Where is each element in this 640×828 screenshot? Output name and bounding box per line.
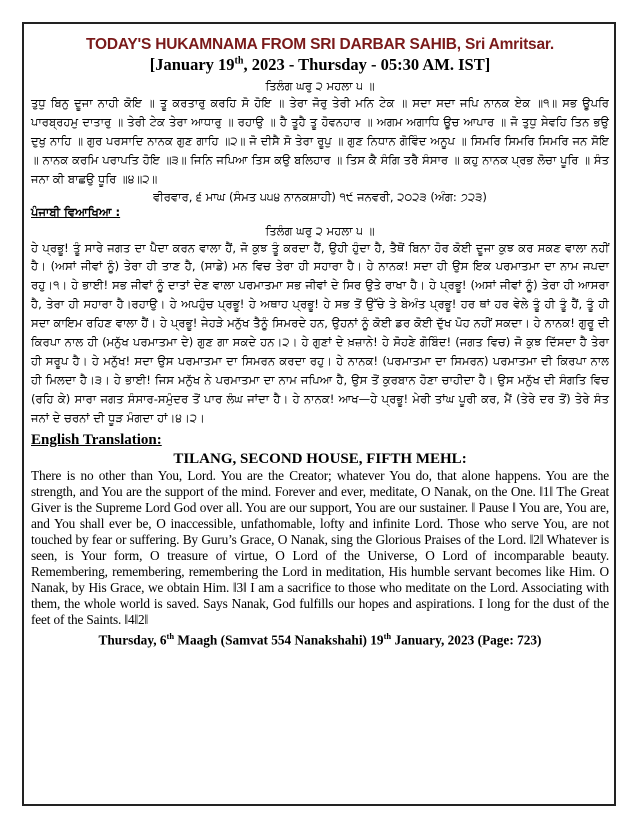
gurbani-text: ਤੁਧੁ ਬਿਨੁ ਦੂਜਾ ਨਾਹੀ ਕੋਇ ॥ ਤੂ ਕਰਤਾਰੁ ਕਰਹਿ ਸੋ ਹੋਇ ॥ ਤੇਰਾ ਜੋਰੁ ਤੇਰੀ ਮਨਿ ਟੇਕ ॥ ਸਦਾ ਸਦਾ ਜਪਿ ਨਾਨਕ ਏਕ ॥੧॥ ਸਭ ਊਪਰਿ ਪਾਰਬ੍ਰਹਮੁ ਦਾਤਾਰੁ ॥ ਤੇਰੀ ਟੇਕ ਤੇਰਾ ਆਧਾਰੁ ॥ ਰਹਾਉ ॥ ਹੈ ਤੂਹੈ ਤੂ ਹੋਵਨਹਾਰ ॥ ਅਗਮ ਅਗਾਧਿ ਊਚ ਆਪਾਰ ॥ ਜੋ ਤੁਧੁ ਸੇਵਹਿ ਤਿਨ ਭਉ ਦੁਖੁ ਨਾਹਿ ॥ ਗੁਰ ਪਰਸਾਦਿ ਨਾਨਕ ਗੁਣ ਗਾਹਿ ॥੨॥ ਜੋ ਦੀਸੈ ਸੋ ਤੇਰਾ ਰੂਪੁ ॥ ਗੁਣ ਨਿਧਾਨ ਗੋਵਿੰਦ ਅਨੂਪ ॥ ਸਿਮਰਿ ਸਿਮਰਿ ਸਿਮਰਿ ਜਨ ਸੋਇ ॥ ਨਾਨਕ ਕਰਮਿ ਪਰਾਪਤਿ ਹੋਇ ॥੩॥ ਜਿਨਿ ਜਪਿਆ ਤਿਸ ਕਉ ਬਲਿਹਾਰ ॥ ਤਿਸ ਕੈ ਸੰਗਿ ਤਰੈ ਸੰਸਾਰ ॥ ਕਹੁ ਨਾਨਕ ਪ੍ਰਭ ਲੋਚਾ ਪੂਰਿ ॥ ਸੰਤ ਜਨਾ ਕੀ ਬਾਛਉ ਧੂਰਿ ॥੪॥੨॥ [31,96,609,186]
gurbani-heading: ਤਿਲੰਗ ਘਰੁ ੨ ਮਹਲਾ ੫ ॥ [265,79,375,93]
punjabi-heading: ਤਿਲੰਗ ਘਰੁ ੨ ਮਹਲਾ ੫ ॥ [265,223,375,238]
date-subtitle [31,55,609,75]
footer-sup2: th [383,630,392,641]
punjabi-text: ਹੇ ਪ੍ਰਭੂ! ਤੂੰ ਸਾਰੇ ਜਗਤ ਦਾ ਪੈਦਾ ਕਰਨ ਵਾਲਾ ਹੈਂ, ਜੋ ਕੁਝ ਤੂੰ ਕਰਦਾ ਹੈਂ, ਉਹੀ ਹੁੰਦਾ ਹੈ, ਤੈਥੋਂ ਬਿਨਾ ਹੋਰ ਕੋਈ ਦੂਜਾ ਕੁਝ ਕਰ ਸਕਣ ਵਾਲਾ ਨਹੀਂ ਹੈ। (ਅਸਾਂ ਜੀਵਾਂ ਨੂੰ) ਤੇਰਾ ਹੀ ਤਾਣ ਹੈ, (ਸਾਡੇ) ਮਨ ਵਿਚ ਤੇਰਾ ਹੀ ਸਹਾਰਾ ਹੈ। ਹੇ ਨਾਨਕ! ਸਦਾ ਹੀ ਉਸ ਇਕ ਪਰਮਾਤਮਾ ਦਾ ਨਾਮ ਜਪਦਾ ਰਹੁ।੧। ਹੇ ਭਾਈ! ਸਭ ਜੀਵਾਂ ਨੂੰ ਦਾਤਾਂ ਦੇਣ ਵਾਲਾ ਪਰਮਾਤਮਾ ਸਭ ਜੀਵਾਂ ਦੇ ਸਿਰ ਉਤੇ ਰਾਖਾ ਹੈ। ਹੇ ਪ੍ਰਭੂ! (ਅਸਾਂ ਜੀਵਾਂ ਨੂੰ) ਤੇਰਾ ਹੀ ਆਸਰਾ ਹੈ, ਤੇਰਾ ਹੀ ਸਹਾਰਾ ਹੈ।ਰਹਾਉ। ਹੇ ਅਪਹੁੰਚ ਪ੍ਰਭੂ! ਹੇ ਅਥਾਹ ਪ੍ਰਭੂ! ਹੇ ਸਭ ਤੋਂ ਉੱਚੇ ਤੇ ਬੇਅੰਤ ਪ੍ਰਭੂ! ਹਰ ਥਾਂ ਹਰ ਵੇਲੇ ਤੂੰ ਹੀ ਤੂੰ ਹੈਂ, ਤੂੰ ਹੀ ਸਦਾ ਕਾਇਮ ਰਹਿਣ ਵਾਲਾ ਹੈਂ। ਹੇ ਪ੍ਰਭੂ! ਜੇਹੜੇ ਮਨੁੱਖ ਤੈਨੂੰ ਸਿਮਰਦੇ ਹਨ, ਉਹਨਾਂ ਨੂੰ ਕੋਈ ਡਰ ਕੋਈ ਦੁੱਖ ਪੋਹ ਨਹੀਂ ਸਕਦਾ। ਹੇ ਨਾਨਕ! ਗੁਰੂ ਦੀ ਕਿਰਪਾ ਨਾਲ ਹੀ (ਮਨੁੱਖ ਪਰਮਾਤਮਾ ਦੇ) ਗੁਣ ਗਾ ਸਕਦੇ ਹਨ।੨। ਹੇ ਗੁਣਾਂ ਦੇ ਖ਼ਜ਼ਾਨੇ! ਹੇ ਸੋਹਣੇ ਗੋਬਿੰਦ! (ਜਗਤ ਵਿਚ) ਜੋ ਕੁਝ ਦਿੱਸਦਾ ਹੈ ਤੇਰਾ ਹੀ ਸਰੂਪ ਹੈ। ਹੇ ਮਨੁੱਖ! ਸਦਾ ਉਸ ਪਰਮਾਤਮਾ ਦਾ ਸਿਮਰਨ ਕਰਦਾ ਰਹੁ। ਹੇ ਨਾਨਕ! (ਪਰਮਾਤਮਾ ਦਾ ਸਿਮਰਨ) ਪਰਮਾਤਮਾ ਦੀ ਕਿਰਪਾ ਨਾਲ ਹੀ ਮਿਲਦਾ ਹੈ।੩। ਹੇ ਭਾਈ! ਜਿਸ ਮਨੁੱਖ ਨੇ ਪਰਮਾਤਮਾ ਦਾ ਨਾਮ ਜਪਿਆ ਹੈ, ਉਸ ਤੋਂ ਕੁਰਬਾਨ ਹੋਣਾ ਚਾਹੀਦਾ ਹੈ। ਉਸ ਮਨੁੱਖ ਦੀ ਸੰਗਤਿ ਵਿਚ (ਰਹਿ ਕੇ) ਸਾਰਾ ਜਗਤ ਸੰਸਾਰ-ਸਮੁੰਦਰ ਤੋਂ ਪਾਰ ਲੰਘ ਜਾਂਦਾ ਹੈ। ਹੇ ਨਾਨਕ! ਆਖ—ਹੇ ਪ੍ਰਭੂ! ਮੇਰੀ ਤਾਂਘ ਪੂਰੀ ਕਰ, ਮੈਂ (ਤੇਰੇ ਦਰ ਤੋਂ) ਤੇਰੇ ਸੰਤ ਜਨਾਂ ਦੇ ਚਰਨਾਂ ਦੀ ਧੂੜ ਮੰਗਦਾ ਹਾਂ।੪।੨। [31,240,609,425]
footer-sup1: th [166,630,175,641]
date-pre: [January 19 [149,55,235,74]
date-sup: th [234,55,244,67]
hukamnama-document [31,30,609,648]
english-text: There is no other than You, Lord. You are the Creator; whatever You do, that alone happens. You are the strength, and You are the support of the mind. Forever and ever, meditate, O Nanak, on the One. ‖1‖ The Great Giver is the Supreme Lord God over all. You are our support, You are our sustainer. ‖ Pause ‖ You are, You are, and You shall ever be, O inaccessible, unfathomable, lofty and infinite Lord. Those who serve You, are not touched by fear or suffering. By Guru’s Grace, O Nanak, sing the Glorious Praises of the Lord. ‖2‖ Whatever is seen, is Your form, O treasure of virtue, O Lord of the Universe, O Lord of incomparable beauty. Remembering, remembering, remembering the Lord in meditation, His humble servant becomes like Him. O Nanak, by His Grace, we obtain Him. ‖3‖ I am a sacrifice to those who meditate on the Lord. Associating with them, the whole world is saved. Says Nanak, God fulfills our hopes and aspirations. I long for the dust of the feet of the Saints. ‖4‖2‖ [31,467,609,628]
footer-mid: Maagh (Samvat 554 Nanakshahi) 19 [174,631,384,647]
footer-post: January, 2023 (Page: 723) [391,631,542,647]
footer-pre: Thursday, 6 [98,631,167,647]
english-heading: TILANG, SECOND HOUSE, FIFTH MEHL: [173,450,467,467]
english-label: English Translation: [31,431,162,448]
punjabi-label: ਪੰਜਾਬੀ ਵਿਆਖਿਆ : [31,204,121,219]
gurbani-dateline: ਵੀਰਵਾਰ, ੬ ਮਾਘ (ਸੰਮਤ ੫੫੪ ਨਾਨਕਸ਼ਾਹੀ) ੧੯ ਜਨਵਰੀ, ੨੦੨੩ (ਅੰਗ: ੭੨੩) [153,189,487,204]
page-title: TODAY'S HUKAMNAMA FROM SRI DARBAR SAHIB, Sri Amritsar. [86,36,554,53]
footer-date [31,631,609,648]
date-post: , 2023 - Thursday - 05:30 AM. IST] [243,55,491,74]
